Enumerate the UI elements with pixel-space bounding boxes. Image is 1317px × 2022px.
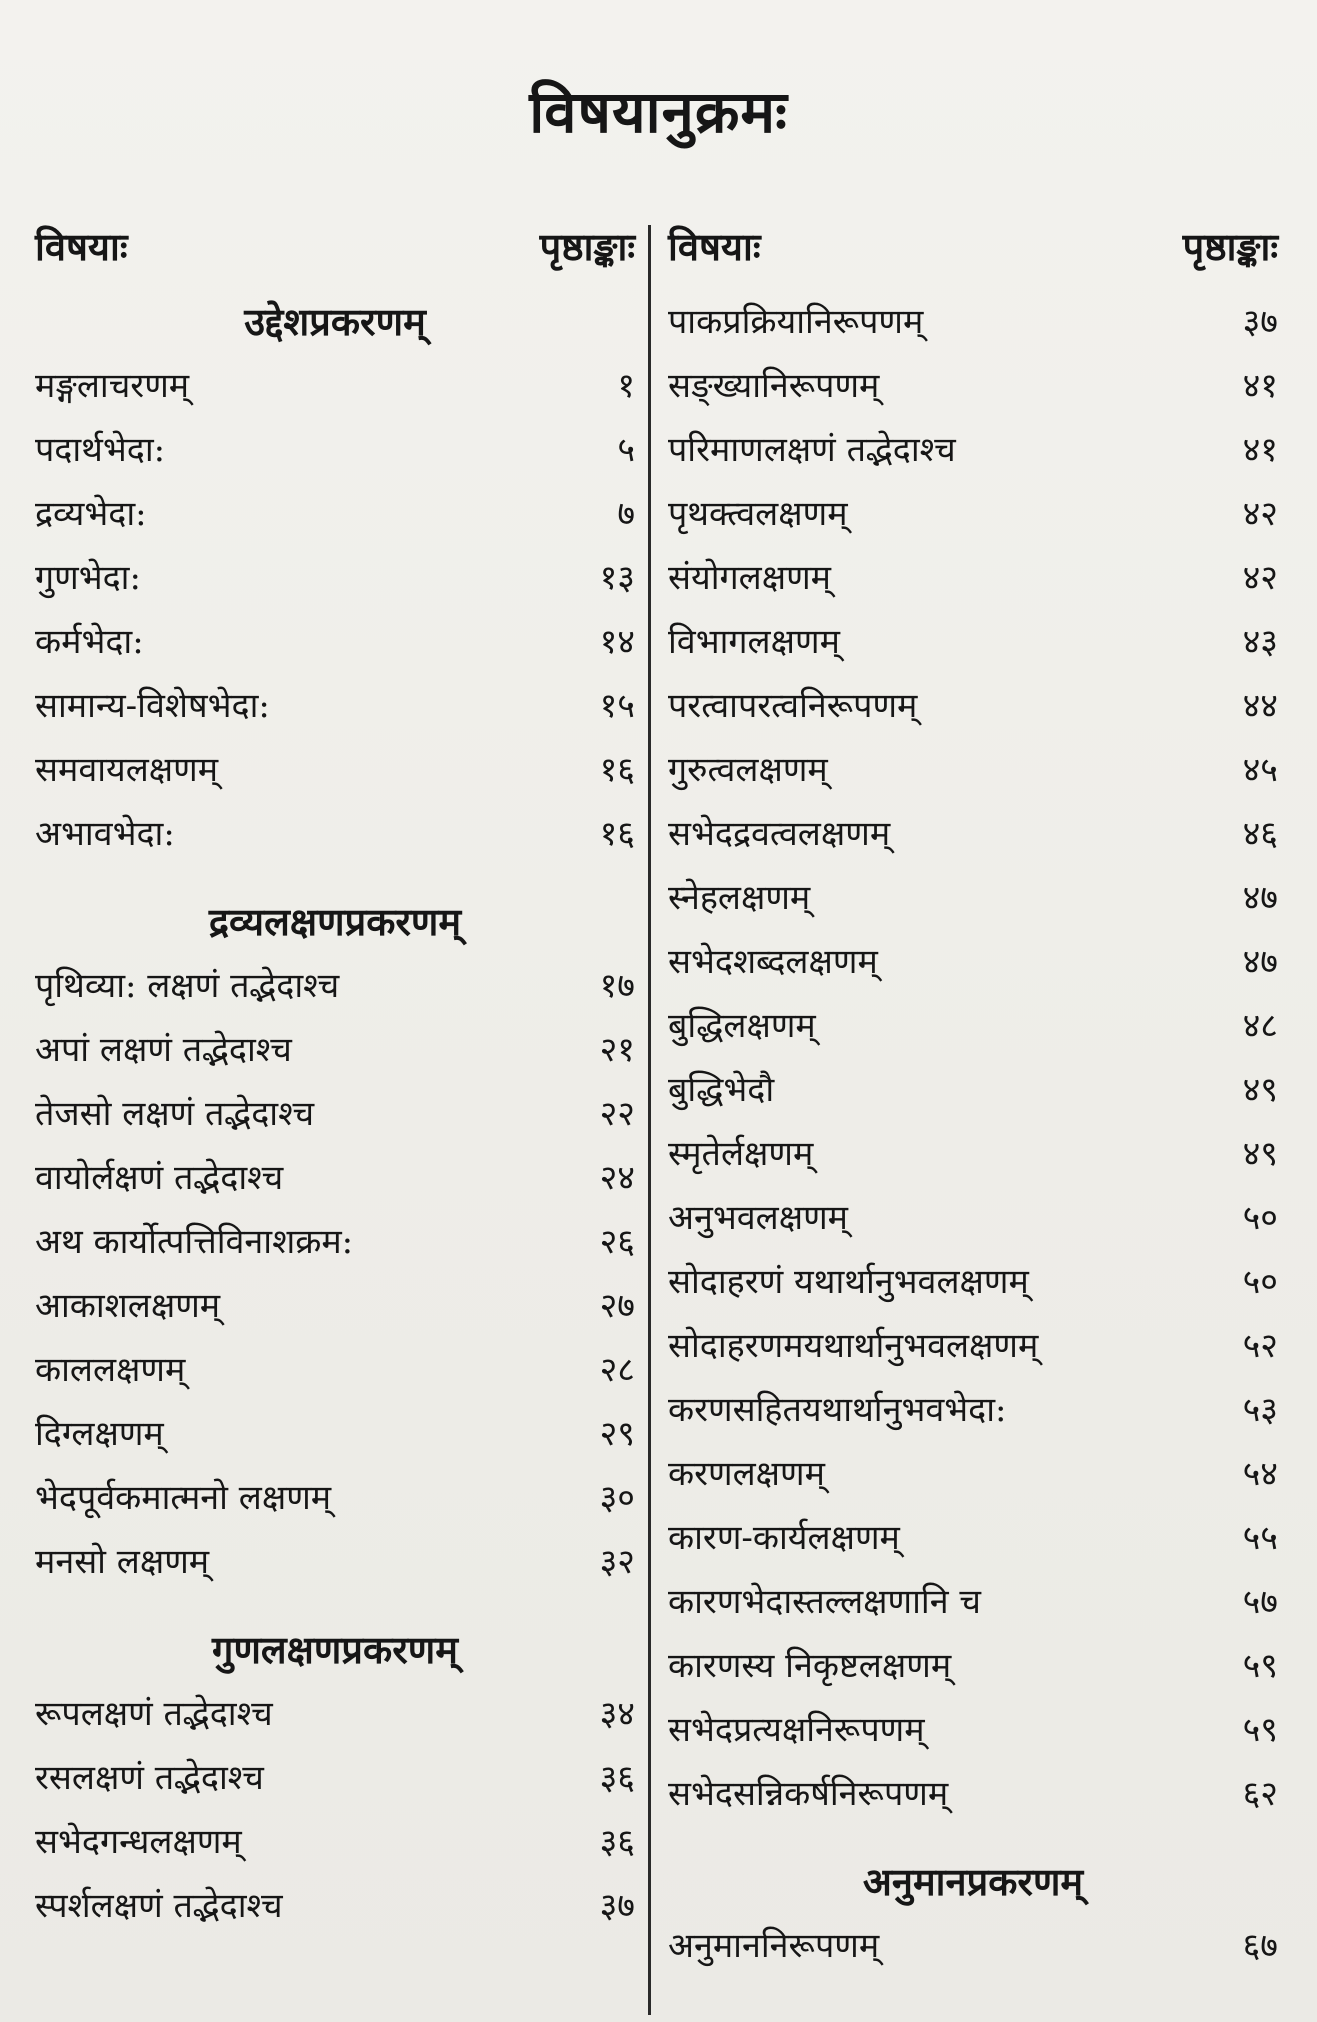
entry-title: करणसहितयथार्थानुभवभेदा: (668, 1390, 1007, 1430)
entry-page-number: १६ (599, 750, 635, 790)
column-divider (648, 225, 651, 2015)
entry-page-number: ५ (617, 430, 635, 470)
entry-title: आकाशलक्षणम् (35, 1286, 221, 1326)
entry-title: अपां लक्षणं तद्भेदाश्च (35, 1030, 292, 1070)
toc-entry (668, 1186, 1278, 1250)
entry-page-number: २१ (599, 1030, 635, 1070)
entry-title: मनसो लक्षणम् (35, 1542, 210, 1582)
entry-title: मङ्गलाचरणम् (35, 366, 190, 406)
entry-title: तेजसो लक्षणं तद्भेदाश्च (35, 1094, 315, 1134)
entry-title: बुद्धिभेदौ (668, 1070, 775, 1110)
toc-entry (35, 1530, 635, 1594)
toc-entry (35, 1874, 635, 1938)
toc-entry (35, 1746, 635, 1810)
entry-title: सभेदगन्धलक्षणम् (35, 1822, 242, 1862)
entry-page-number: ५० (1242, 1262, 1278, 1302)
entry-title: कारणभेदास्तल्लक्षणानि च (668, 1582, 981, 1622)
entry-page-number: ५९ (1242, 1646, 1278, 1686)
column-header (668, 220, 1278, 290)
entry-title: विभागलक्षणम् (668, 622, 840, 662)
entry-page-number: ४१ (1242, 430, 1278, 470)
entry-page-number: २२ (599, 1094, 635, 1134)
toc-entry (668, 546, 1278, 610)
toc-entry (35, 674, 635, 738)
toc-entry (668, 1250, 1278, 1314)
entry-title: सभेदद्रवत्वलक्षणम् (668, 814, 891, 854)
entry-page-number: ५२ (1242, 1326, 1278, 1366)
entry-title: पदार्थभेदा: (35, 430, 166, 470)
entry-title: परिमाणलक्षणं तद्भेदाश्च (668, 430, 956, 470)
toc-entry (668, 1570, 1278, 1634)
entry-page-number: ४६ (1242, 814, 1278, 854)
toc-entry (668, 802, 1278, 866)
entry-page-number: ३० (599, 1478, 635, 1518)
entry-title: दिग्लक्षणम् (35, 1414, 164, 1454)
page-number-header: पृष्ठाङ्काः (539, 224, 635, 269)
entry-page-number: १६ (599, 814, 635, 854)
toc-entry (668, 1698, 1278, 1762)
entry-page-number: ४२ (1242, 494, 1278, 534)
entry-title: अभावभेदा: (35, 814, 175, 854)
section-heading: द्रव्यलक्षणप्रकरणम् (208, 899, 462, 944)
page-title: विषयानुक्रमः (529, 78, 788, 146)
toc-entry (35, 1466, 635, 1530)
entry-title: कारण-कार्यलक्षणम् (668, 1518, 900, 1558)
entry-page-number: ४१ (1242, 366, 1278, 406)
entry-page-number: ६२ (1242, 1774, 1278, 1814)
entry-title: गुरुत्वलक्षणम् (668, 750, 828, 790)
entry-title: काललक्षणम् (35, 1350, 186, 1390)
entry-page-number: ७ (617, 494, 635, 534)
entry-page-number: १७ (599, 966, 635, 1006)
entry-title: अनुभवलक्षणम् (668, 1198, 848, 1238)
toc-entry (668, 1314, 1278, 1378)
entry-title: रूपलक्षणं तद्भेदाश्च (35, 1694, 273, 1734)
entry-title: पृथक्त्वलक्षणम् (668, 494, 848, 534)
toc-entry (668, 994, 1278, 1058)
entry-title: स्मृतेर्लक्षणम् (668, 1134, 814, 1174)
right-column (668, 220, 1278, 1978)
entry-title: परत्वापरत्वनिरूपणम् (668, 686, 918, 726)
entry-page-number: ४४ (1242, 686, 1278, 726)
toc-entry (668, 866, 1278, 930)
toc-entry (35, 546, 635, 610)
entry-page-number: ६७ (1242, 1926, 1278, 1966)
entry-page-number: ४२ (1242, 558, 1278, 598)
entry-page-number: ४५ (1242, 750, 1278, 790)
entry-page-number: ५० (1242, 1198, 1278, 1238)
entry-page-number: ५४ (1242, 1454, 1278, 1494)
toc-entry (35, 610, 635, 674)
entry-page-number: ५५ (1242, 1518, 1278, 1558)
entry-page-number: ३२ (599, 1542, 635, 1582)
entry-page-number: २४ (599, 1158, 635, 1198)
section-heading: गुणलक्षणप्रकरणम् (212, 1627, 458, 1672)
entry-title: सभेदसन्निकर्षनिरूपणम् (668, 1774, 949, 1814)
toc-entry (35, 1210, 635, 1274)
entry-title: कर्मभेदा: (35, 622, 144, 662)
entry-page-number: ५७ (1242, 1582, 1278, 1622)
toc-entry (668, 1762, 1278, 1826)
entry-title: सोदाहरणमयथार्थानुभवलक्षणम् (668, 1326, 1039, 1366)
entry-title: द्रव्यभेदा: (35, 494, 147, 534)
toc-entry (668, 354, 1278, 418)
entry-title: अनुमाननिरूपणम् (668, 1926, 880, 1966)
toc-entry (35, 1682, 635, 1746)
toc-entry (668, 1914, 1278, 1978)
entry-page-number: ४७ (1242, 942, 1278, 982)
entry-page-number: ३६ (599, 1822, 635, 1862)
entry-title: वायोर्लक्षणं तद्भेदाश्च (35, 1158, 284, 1198)
entry-title: अथ कार्योत्पत्तिविनाशक्रम: (35, 1222, 354, 1262)
entry-page-number: २७ (599, 1286, 635, 1326)
entry-title: सोदाहरणं यथार्थानुभवलक्षणम् (668, 1262, 1029, 1302)
entry-page-number: ३७ (1242, 302, 1278, 342)
toc-entry (35, 1402, 635, 1466)
toc-entry (35, 1274, 635, 1338)
toc-entry (35, 1146, 635, 1210)
entry-title: बुद्धिलक्षणम् (668, 1006, 816, 1046)
toc-entry (668, 418, 1278, 482)
entry-title: स्नेहलक्षणम् (668, 878, 811, 918)
entry-title: पाकप्रक्रियानिरूपणम् (668, 302, 924, 342)
toc-entry (668, 930, 1278, 994)
entry-page-number: १ (617, 366, 635, 406)
entry-page-number: ५३ (1242, 1390, 1278, 1430)
entry-page-number: ५९ (1242, 1710, 1278, 1750)
entry-title: सभेदशब्दलक्षणम् (668, 942, 878, 982)
toc-entry (35, 354, 635, 418)
subject-header: विषयाः (35, 224, 128, 269)
toc-entry (668, 738, 1278, 802)
column-header (35, 220, 635, 290)
entry-page-number: १४ (599, 622, 635, 662)
toc-entry (668, 1634, 1278, 1698)
toc-entry (668, 1378, 1278, 1442)
entry-title: समवायलक्षणम् (35, 750, 219, 790)
entry-page-number: ४८ (1242, 1006, 1278, 1046)
toc-entry (35, 418, 635, 482)
entry-page-number: ४९ (1242, 1070, 1278, 1110)
entry-title: सामान्य-विशेषभेदा: (35, 686, 270, 726)
toc-entry (35, 1338, 635, 1402)
toc-entry (35, 954, 635, 1018)
toc-entry (668, 674, 1278, 738)
entry-title: सङ्ख्यानिरूपणम् (668, 366, 880, 406)
entry-title: संयोगलक्षणम् (668, 558, 831, 598)
entry-page-number: १३ (599, 558, 635, 598)
toc-entry (35, 1018, 635, 1082)
entry-title: भेदपूर्वकमात्मनो लक्षणम् (35, 1478, 332, 1518)
toc-entry (35, 802, 635, 866)
toc-entry (668, 1506, 1278, 1570)
entry-page-number: २६ (599, 1222, 635, 1262)
entry-title: करणलक्षणम् (668, 1454, 825, 1494)
toc-entry (35, 738, 635, 802)
toc-entry (668, 1122, 1278, 1186)
entry-page-number: ४३ (1242, 622, 1278, 662)
entry-page-number: ४७ (1242, 878, 1278, 918)
section-heading: उद्देशप्रकरणम् (244, 299, 426, 344)
subject-header: विषयाः (668, 224, 761, 269)
left-column (35, 220, 635, 1938)
toc-entry (35, 1082, 635, 1146)
entry-page-number: २८ (599, 1350, 635, 1390)
entry-page-number: ३४ (599, 1694, 635, 1734)
entry-page-number: २९ (599, 1414, 635, 1454)
entry-title: स्पर्शलक्षणं तद्भेदाश्च (35, 1886, 283, 1926)
toc-entry (668, 1058, 1278, 1122)
toc-entry (35, 482, 635, 546)
toc-entry (668, 290, 1278, 354)
section-heading: अनुमानप्रकरणम् (862, 1859, 1084, 1904)
entry-page-number: ४९ (1242, 1134, 1278, 1174)
entry-title: रसलक्षणं तद्भेदाश्च (35, 1758, 264, 1798)
entry-title: गुणभेदा: (35, 558, 141, 598)
entry-page-number: १५ (599, 686, 635, 726)
toc-entry (668, 1442, 1278, 1506)
entry-title: सभेदप्रत्यक्षनिरूपणम् (668, 1710, 925, 1750)
toc-entry (35, 1810, 635, 1874)
entry-title: कारणस्य निकृष्टलक्षणम् (668, 1646, 952, 1686)
entry-page-number: ३६ (599, 1758, 635, 1798)
toc-entry (668, 482, 1278, 546)
page-number-header: पृष्ठाङ्काः (1182, 224, 1278, 269)
entry-title: पृथिव्या: लक्षणं तद्भेदाश्च (35, 966, 340, 1006)
toc-entry (668, 610, 1278, 674)
entry-page-number: ३७ (599, 1886, 635, 1926)
